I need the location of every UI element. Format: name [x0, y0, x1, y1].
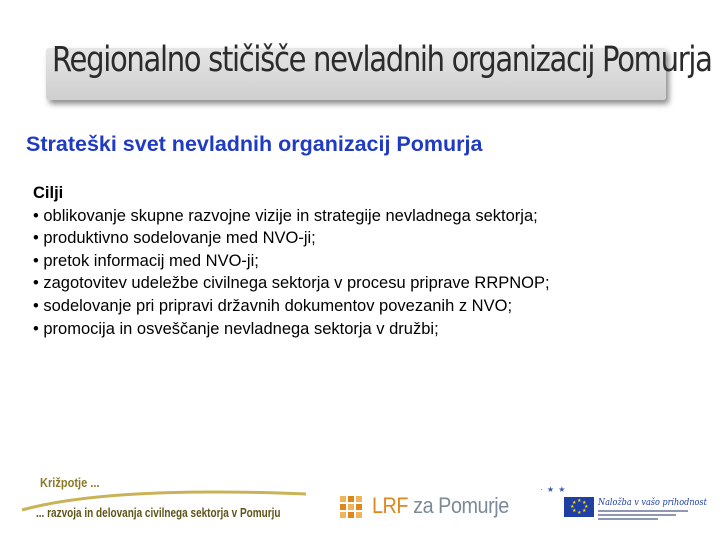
- banner: [46, 34, 712, 104]
- eu-logo: [540, 485, 707, 530]
- krizpotje-logo-tagline: ... razvoja in delovanja civilnega sektorja v Pomurju: [36, 506, 281, 520]
- slide-subtitle: Strateški svet nevladnih organizacij Pomurja: [26, 132, 483, 156]
- goals-list: [33, 182, 593, 340]
- banner-title: Regionalno stičišče nevladnih organizacij Pomurja: [52, 40, 712, 80]
- eu-fineprint: [598, 510, 694, 522]
- eu-flag-icon: ★ ★ ★ ★ ★ ★ ★ ★: [564, 497, 594, 517]
- lrf-logo-suffix: za Pomurje: [413, 493, 509, 518]
- lrf-logo-prefix: LRF: [372, 493, 409, 518]
- lrf-grid-icon: [340, 496, 362, 518]
- goal-item: • promocija in osveščanje nevladnega sektorja v družbi;: [33, 319, 439, 338]
- goals-heading: Cilji: [33, 184, 64, 202]
- goal-item: • oblikovanje skupne razvojne vizije in strategije nevladnega sektorja;: [33, 206, 538, 225]
- goal-item: • sodelovanje pri pripravi državnih dokumentov povezanih z NVO;: [33, 296, 513, 315]
- stars-icon: · ★ ★: [540, 485, 567, 494]
- goal-item: • pretok informacij med NVO-ji;: [33, 251, 259, 270]
- eu-caption: Naložba v vašo prihodnost: [598, 498, 707, 508]
- lrf-logo: [340, 492, 520, 524]
- goal-item: • produktivno sodelovanje med NVO-ji;: [33, 229, 316, 248]
- krizpotje-logo-title: Križpotje ...: [40, 475, 100, 490]
- krizpotje-logo: [20, 472, 310, 530]
- lrf-logo-text: [372, 493, 509, 519]
- goal-item: • zagotovitev udeležbe civilnega sektorja v procesu priprave RRPNOP;: [33, 274, 550, 293]
